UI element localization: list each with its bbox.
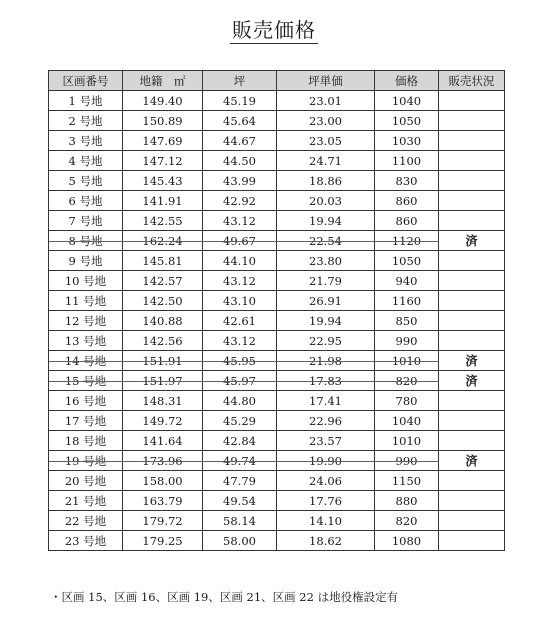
- table-row: [49, 431, 505, 451]
- cell-unit-price: 24.06: [277, 471, 375, 491]
- cell-sales-status: 済: [439, 351, 505, 371]
- cell-unit-price: 18.86: [277, 171, 375, 191]
- table-body: [49, 91, 505, 551]
- cell-tsubo: 44.67: [203, 131, 277, 151]
- table-row: [49, 411, 505, 431]
- price-table: [48, 70, 505, 551]
- cell-area: 142.57: [123, 271, 203, 291]
- cell-lot-number: 15 号地: [49, 371, 123, 391]
- cell-price: 1010: [375, 351, 439, 371]
- table-row: [49, 111, 505, 131]
- cell-area: 141.64: [123, 431, 203, 451]
- table-row: [49, 271, 505, 291]
- cell-area: 147.69: [123, 131, 203, 151]
- cell-tsubo: 45.95: [203, 351, 277, 371]
- table-row: [49, 231, 505, 251]
- cell-area: 140.88: [123, 311, 203, 331]
- table-row: [49, 471, 505, 491]
- cell-lot-number: 22 号地: [49, 511, 123, 531]
- cell-lot-number: 1 号地: [49, 91, 123, 111]
- cell-sales-status: [439, 531, 505, 551]
- cell-sales-status: [439, 491, 505, 511]
- cell-tsubo: 49.54: [203, 491, 277, 511]
- cell-area: 148.31: [123, 391, 203, 411]
- cell-sales-status: [439, 251, 505, 271]
- cell-lot-number: 3 号地: [49, 131, 123, 151]
- cell-lot-number: 23 号地: [49, 531, 123, 551]
- cell-sales-status: 済: [439, 451, 505, 471]
- cell-tsubo: 58.14: [203, 511, 277, 531]
- table-row: [49, 351, 505, 371]
- cell-lot-number: 13 号地: [49, 331, 123, 351]
- cell-sales-status: [439, 191, 505, 211]
- table-row: [49, 211, 505, 231]
- footnote: ・区画 15、区画 16、区画 19、区画 21、区画 22 は地役権設定有: [50, 590, 399, 604]
- table-row: [49, 331, 505, 351]
- cell-sales-status: 済: [439, 231, 505, 251]
- cell-unit-price: 17.76: [277, 491, 375, 511]
- cell-price: 820: [375, 511, 439, 531]
- cell-unit-price: 17.41: [277, 391, 375, 411]
- table-row: [49, 511, 505, 531]
- cell-sales-status: [439, 411, 505, 431]
- cell-sales-status: [439, 91, 505, 111]
- cell-area: 158.00: [123, 471, 203, 491]
- cell-area: 150.89: [123, 111, 203, 131]
- cell-sales-status: [439, 331, 505, 351]
- cell-lot-number: 7 号地: [49, 211, 123, 231]
- cell-area: 142.50: [123, 291, 203, 311]
- table-row: [49, 491, 505, 511]
- table-row: [49, 131, 505, 151]
- cell-tsubo: 44.10: [203, 251, 277, 271]
- cell-area: 142.56: [123, 331, 203, 351]
- cell-price: 940: [375, 271, 439, 291]
- table-row: [49, 451, 505, 471]
- cell-sales-status: [439, 511, 505, 531]
- cell-area: 142.55: [123, 211, 203, 231]
- cell-price: 990: [375, 451, 439, 471]
- cell-unit-price: 23.01: [277, 91, 375, 111]
- cell-area: 173.96: [123, 451, 203, 471]
- cell-tsubo: 47.79: [203, 471, 277, 491]
- cell-lot-number: 19 号地: [49, 451, 123, 471]
- cell-area: 162.24: [123, 231, 203, 251]
- cell-sales-status: [439, 151, 505, 171]
- cell-lot-number: 8 号地: [49, 231, 123, 251]
- cell-tsubo: 58.00: [203, 531, 277, 551]
- header-lot-number: 区画番号: [49, 71, 123, 91]
- cell-lot-number: 5 号地: [49, 171, 123, 191]
- page-title: [0, 14, 548, 43]
- cell-unit-price: 26.91: [277, 291, 375, 311]
- table-row: [49, 291, 505, 311]
- cell-price: 1050: [375, 111, 439, 131]
- header-price: 価格: [375, 71, 439, 91]
- table-row: [49, 371, 505, 391]
- cell-sales-status: 済: [439, 371, 505, 391]
- cell-tsubo: 42.92: [203, 191, 277, 211]
- header-unit-price: 坪単価: [277, 71, 375, 91]
- cell-unit-price: 22.95: [277, 331, 375, 351]
- cell-area: 151.97: [123, 371, 203, 391]
- table-row: [49, 91, 505, 111]
- cell-unit-price: 19.94: [277, 211, 375, 231]
- cell-area: 179.25: [123, 531, 203, 551]
- cell-sales-status: [439, 131, 505, 151]
- cell-lot-number: 11 号地: [49, 291, 123, 311]
- cell-sales-status: [439, 271, 505, 291]
- cell-unit-price: 23.57: [277, 431, 375, 451]
- cell-price: 820: [375, 371, 439, 391]
- cell-price: 1150: [375, 471, 439, 491]
- cell-unit-price: 23.05: [277, 131, 375, 151]
- cell-lot-number: 17 号地: [49, 411, 123, 431]
- header-tsubo: 坪: [203, 71, 277, 91]
- header-sales-status: 販売状況: [439, 71, 505, 91]
- cell-price: 1030: [375, 131, 439, 151]
- cell-unit-price: 19.90: [277, 451, 375, 471]
- table-row: [49, 191, 505, 211]
- cell-sales-status: [439, 111, 505, 131]
- cell-sales-status: [439, 291, 505, 311]
- table-row: [49, 311, 505, 331]
- table-row: [49, 251, 505, 271]
- cell-unit-price: 17.83: [277, 371, 375, 391]
- cell-area: 163.79: [123, 491, 203, 511]
- cell-tsubo: 45.64: [203, 111, 277, 131]
- cell-lot-number: 21 号地: [49, 491, 123, 511]
- cell-price: 1040: [375, 91, 439, 111]
- cell-lot-number: 10 号地: [49, 271, 123, 291]
- cell-tsubo: 43.12: [203, 271, 277, 291]
- cell-area: 179.72: [123, 511, 203, 531]
- cell-area: 149.40: [123, 91, 203, 111]
- cell-tsubo: 45.29: [203, 411, 277, 431]
- cell-lot-number: 6 号地: [49, 191, 123, 211]
- table-header-row: [49, 71, 505, 91]
- cell-unit-price: 19.94: [277, 311, 375, 331]
- table-row: [49, 531, 505, 551]
- cell-sales-status: [439, 311, 505, 331]
- cell-tsubo: 43.99: [203, 171, 277, 191]
- cell-unit-price: 22.54: [277, 231, 375, 251]
- cell-area: 145.43: [123, 171, 203, 191]
- cell-unit-price: 24.71: [277, 151, 375, 171]
- cell-price: 860: [375, 211, 439, 231]
- cell-lot-number: 12 号地: [49, 311, 123, 331]
- cell-price: 1010: [375, 431, 439, 451]
- cell-unit-price: 14.10: [277, 511, 375, 531]
- table-row: [49, 171, 505, 191]
- cell-area: 151.91: [123, 351, 203, 371]
- cell-lot-number: 20 号地: [49, 471, 123, 491]
- cell-lot-number: 4 号地: [49, 151, 123, 171]
- cell-price: 1080: [375, 531, 439, 551]
- cell-tsubo: 43.12: [203, 211, 277, 231]
- cell-price: 1120: [375, 231, 439, 251]
- cell-price: 1160: [375, 291, 439, 311]
- cell-tsubo: 45.97: [203, 371, 277, 391]
- cell-area: 145.81: [123, 251, 203, 271]
- cell-price: 830: [375, 171, 439, 191]
- table-row: [49, 151, 505, 171]
- cell-unit-price: 21.79: [277, 271, 375, 291]
- cell-lot-number: 9 号地: [49, 251, 123, 271]
- cell-area: 149.72: [123, 411, 203, 431]
- cell-sales-status: [439, 471, 505, 491]
- cell-price: 780: [375, 391, 439, 411]
- cell-price: 880: [375, 491, 439, 511]
- cell-price: 1040: [375, 411, 439, 431]
- cell-price: 990: [375, 331, 439, 351]
- cell-tsubo: 44.80: [203, 391, 277, 411]
- cell-unit-price: 23.80: [277, 251, 375, 271]
- header-area: 地籍 ㎡: [123, 71, 203, 91]
- cell-tsubo: 42.61: [203, 311, 277, 331]
- cell-tsubo: 42.84: [203, 431, 277, 451]
- cell-price: 1050: [375, 251, 439, 271]
- cell-sales-status: [439, 431, 505, 451]
- cell-tsubo: 43.12: [203, 331, 277, 351]
- cell-price: 1100: [375, 151, 439, 171]
- cell-tsubo: 49.67: [203, 231, 277, 251]
- cell-price: 850: [375, 311, 439, 331]
- cell-sales-status: [439, 171, 505, 191]
- cell-tsubo: 45.19: [203, 91, 277, 111]
- cell-lot-number: 14 号地: [49, 351, 123, 371]
- cell-lot-number: 2 号地: [49, 111, 123, 131]
- page-title-text: 販売価格: [232, 18, 316, 42]
- cell-lot-number: 18 号地: [49, 431, 123, 451]
- cell-area: 141.91: [123, 191, 203, 211]
- cell-unit-price: 20.03: [277, 191, 375, 211]
- cell-tsubo: 44.50: [203, 151, 277, 171]
- table-row: [49, 391, 505, 411]
- cell-tsubo: 43.10: [203, 291, 277, 311]
- cell-sales-status: [439, 391, 505, 411]
- cell-unit-price: 18.62: [277, 531, 375, 551]
- cell-lot-number: 16 号地: [49, 391, 123, 411]
- cell-area: 147.12: [123, 151, 203, 171]
- cell-unit-price: 21.98: [277, 351, 375, 371]
- cell-price: 860: [375, 191, 439, 211]
- cell-sales-status: [439, 211, 505, 231]
- cell-unit-price: 22.96: [277, 411, 375, 431]
- cell-tsubo: 49.74: [203, 451, 277, 471]
- cell-unit-price: 23.00: [277, 111, 375, 131]
